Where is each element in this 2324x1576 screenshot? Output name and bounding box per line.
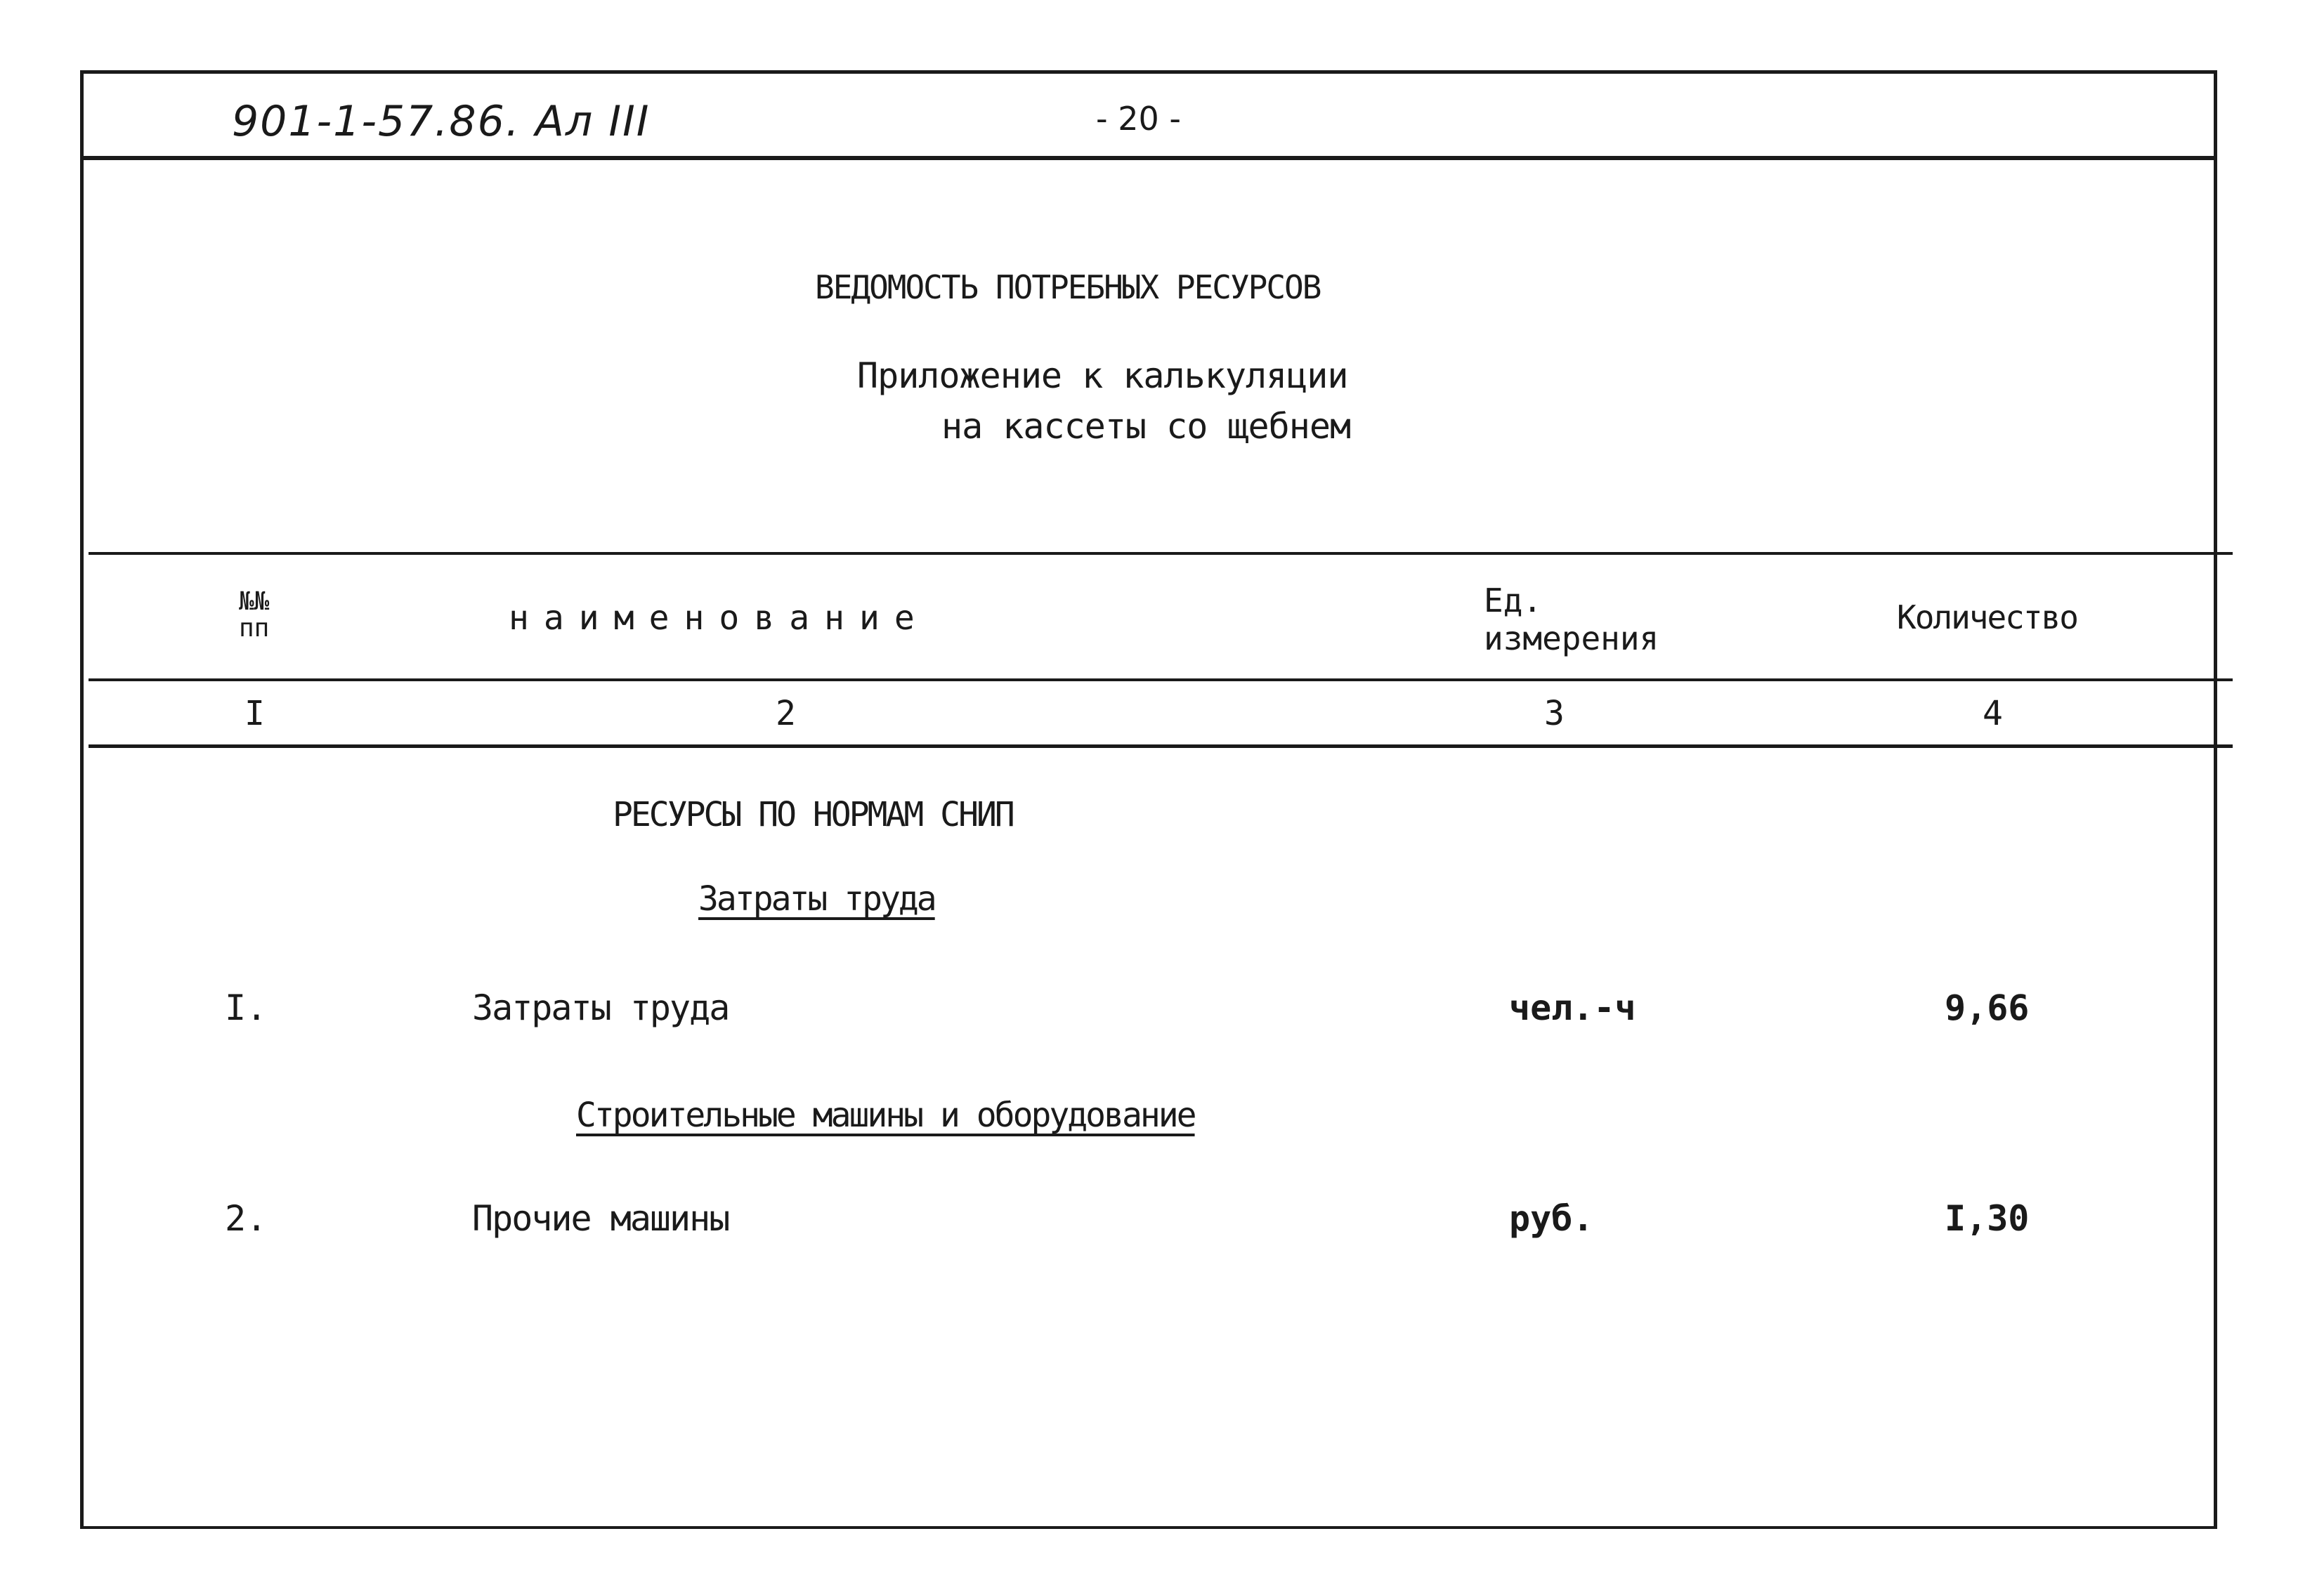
row-2-unit: руб. [1509, 1198, 1594, 1239]
page-number: - 20 - [1096, 100, 1181, 138]
document-subtitle-line2: на кассеты со щебнем [941, 406, 1351, 447]
row-1-quantity: 9,66 [1945, 987, 2030, 1028]
row-2-num: 2. [225, 1198, 268, 1239]
subsection-machines: Строительные машины и оборудование [576, 1096, 1195, 1135]
row-2-name: Прочие машины [472, 1198, 729, 1239]
header-quantity: Количество [1897, 598, 2077, 636]
section-heading: РЕСУРСЫ ПО НОРМАМ СНИП [613, 795, 1013, 834]
header-unit-line1: Ед. [1484, 582, 1543, 619]
header-divider [80, 156, 2217, 160]
subsection-labor: Затраты труда [698, 879, 935, 919]
table-header-rule [89, 678, 2233, 681]
column-number-1: I [244, 694, 265, 733]
row-1-unit: чел.-ч [1509, 987, 1636, 1028]
column-number-4: 4 [1983, 694, 2003, 733]
header-num: №№ пп [239, 587, 270, 643]
column-number-2: 2 [776, 694, 796, 733]
column-number-3: 3 [1544, 694, 1565, 733]
document-title: ВЕДОМОСТЬ ПОТРЕБНЫХ РЕСУРСОВ [815, 268, 1321, 306]
row-2-quantity: I,30 [1945, 1198, 2030, 1239]
document-code: 901-1-57.86. Ал III [232, 97, 651, 146]
document-subtitle-line1: Приложение к калькуляции [857, 355, 1348, 396]
header-unit-line2: измерения [1484, 619, 1659, 657]
header-name: наименование [509, 598, 929, 638]
table-colnum-rule [89, 744, 2233, 748]
table-top-rule [89, 552, 2233, 555]
header-unit [1484, 582, 1659, 657]
row-1-name: Затраты труда [472, 987, 729, 1028]
row-1-num: I. [225, 987, 268, 1028]
